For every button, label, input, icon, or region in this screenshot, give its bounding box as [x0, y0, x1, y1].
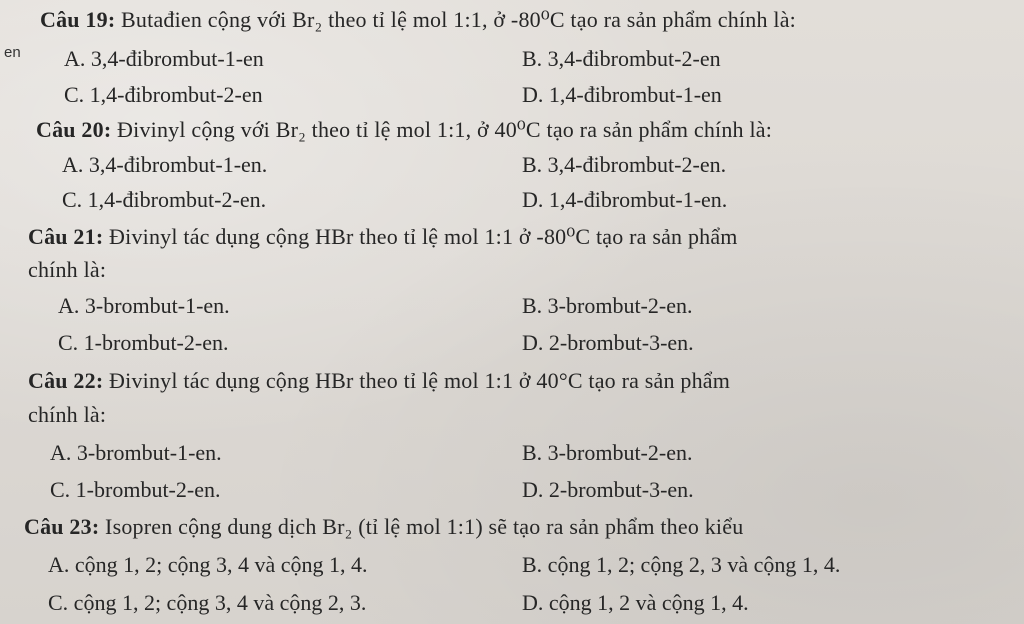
question-stem [28, 224, 738, 250]
question-text: Đivinyl tác dụng cộng HBr theo tỉ lệ mol 1:1 ở 40°C tạo ra sản phẩm [103, 368, 731, 393]
option-b: B. 3-brombut-2-en. [522, 293, 693, 318]
question-text: Đivinyl cộng với Br₂ theo tỉ lệ mol 1:1, ở 40⁰C tạo ra sản phẩm chính là: [111, 117, 773, 142]
option-b: B. 3,4-đibrombut-2-en. [522, 152, 727, 177]
option-d: D. 1,4-đibrombut-1-en. [522, 187, 728, 212]
question-label: Câu 22: [28, 368, 104, 393]
option-d: D. 2-brombut-3-en. [522, 330, 694, 355]
option-c: C. 1,4-đibrombut-2-en [64, 82, 263, 107]
option-c: C. 1-brombut-2-en. [50, 477, 221, 502]
question-text: Butađien cộng với Br₂ theo tỉ lệ mol 1:1, ở -80⁰C tạo ra sản phẩm chính là: [115, 7, 796, 32]
question-stem [36, 117, 772, 143]
option-a: A. 3-brombut-1-en. [50, 440, 222, 465]
option-c: C. 1,4-đibrombut-2-en. [62, 187, 267, 212]
option-a: A. 3,4-đibrombut-1-en. [62, 152, 268, 177]
margin-fragment: en [4, 44, 21, 61]
question-label: Câu 23: [24, 514, 100, 539]
question-label: Câu 20: [36, 117, 112, 142]
option-a: A. 3,4-đibrombut-1-en [64, 46, 264, 71]
question-stem-continued: chính là: [28, 257, 107, 282]
option-a: A. 3-brombut-1-en. [58, 293, 230, 318]
option-d: D. 2-brombut-3-en. [522, 477, 694, 502]
question-stem [24, 514, 743, 540]
question-stem [28, 368, 730, 394]
option-b: B. 3-brombut-2-en. [522, 440, 693, 465]
question-label: Câu 19: [40, 7, 116, 32]
question-label: Câu 21: [28, 224, 104, 249]
option-c: C. 1-brombut-2-en. [58, 330, 229, 355]
question-text: Isopren cộng dung dịch Br₂ (tỉ lệ mol 1:1) sẽ tạo ra sản phẩm theo kiểu [99, 514, 744, 539]
question-stem-continued: chính là: [28, 402, 107, 427]
question-stem [40, 7, 796, 33]
option-d: D. cộng 1, 2 và cộng 1, 4. [522, 590, 749, 615]
option-b: B. cộng 1, 2; cộng 2, 3 và cộng 1, 4. [522, 552, 841, 577]
option-c: C. cộng 1, 2; cộng 3, 4 và cộng 2, 3. [48, 590, 367, 615]
option-a: A. cộng 1, 2; cộng 3, 4 và cộng 1, 4. [48, 552, 368, 577]
option-d: D. 1,4-đibrombut-1-en [522, 82, 722, 107]
option-b: B. 3,4-đibrombut-2-en [522, 46, 721, 71]
question-text: Đivinyl tác dụng cộng HBr theo tỉ lệ mol 1:1 ở -80⁰C tạo ra sản phẩm [103, 224, 738, 249]
